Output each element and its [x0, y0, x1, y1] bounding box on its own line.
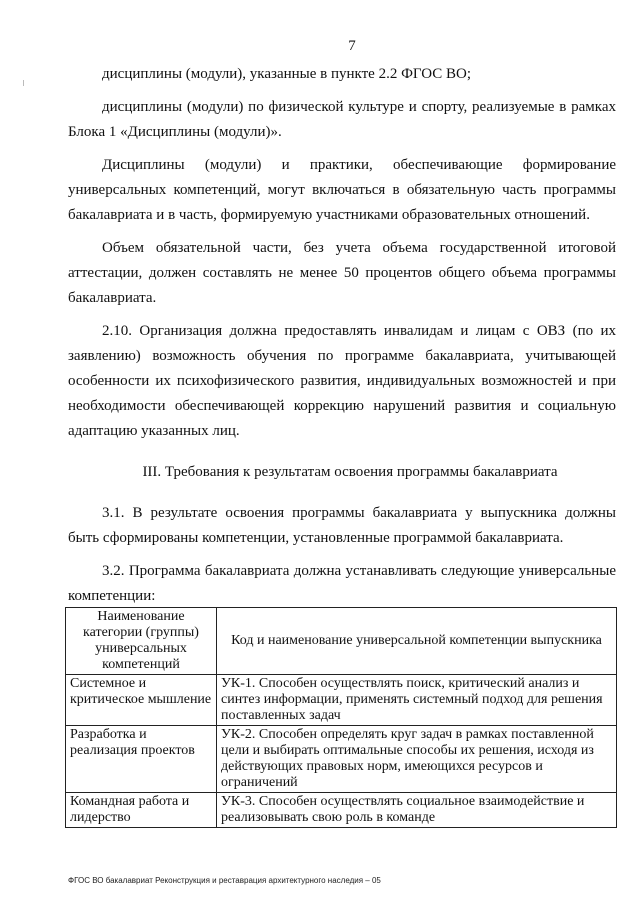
paragraph: 3.2. Программа бакалавриата должна устанавливать следующие универсальные компетенции: — [68, 563, 616, 604]
paragraph: 2.10. Организация должна предоставлять инвалидам и лицам с ОВЗ (по их заявлению) возможность обучения по программе бакалавриата, учитывающей особенности их психофизического развития, индивидуальных возможностей и при необходимости обеспечивающей коррекцию нарушений развития и социальную адаптацию указанных лиц. — [68, 323, 616, 439]
competencies-table — [65, 607, 617, 828]
paragraph: Объем обязательной части, без учета объема государственной итоговой аттестации, должен составлять не менее 50 процентов общего объема программы бакалавриата. — [68, 240, 616, 306]
paragraph: дисциплины (модули) по физической культуре и спорту, реализуемые в рамках Блока 1 «Дисциплины (модули)». — [68, 99, 616, 140]
table-row — [66, 726, 617, 793]
paragraph: Дисциплины (модули) и практики, обеспечивающие формирование универсальных компетенций, могут включаться в обязательную часть программы бакалавриата и в часть, формируемую участниками образовательных отношений. — [68, 157, 616, 223]
page-number: 7 — [348, 38, 356, 54]
paragraph: 3.1. В результате освоения программы бакалавриата у выпускника должны быть сформированы компетенции, установленные программой бакалавриата. — [68, 505, 616, 546]
table-cell-competence: УК-1. Способен осуществлять поиск, критический анализ и синтез информации, применять системный подход для решения поставленных задач — [217, 675, 617, 726]
table-header-competence: Код и наименование универсальной компетенции выпускника — [217, 608, 617, 675]
table-cell-category: Системное и критическое мышление — [66, 675, 217, 726]
page-footer: ФГОС ВО бакалавриат Реконструкция и реставрация архитектурного наследия – 05 — [68, 876, 381, 885]
table-cell-category: Разработка и реализация проектов — [66, 726, 217, 793]
table-header-row — [66, 608, 617, 675]
table-row — [66, 675, 617, 726]
table-cell-competence: УК-3. Способен осуществлять социальное взаимодействие и реализовывать свою роль в команде — [217, 793, 617, 828]
table-row — [66, 793, 617, 828]
paragraph: дисциплины (модули), указанные в пункте 2.2 ФГОС ВО; — [102, 66, 472, 82]
scan-margin-mark — [23, 80, 24, 86]
table-header-category: Наименование категории (группы) универсальных компетенций — [66, 608, 217, 675]
section-heading: III. Требования к результатам освоения программы бакалавриата — [142, 464, 558, 480]
table-cell-competence: УК-2. Способен определять круг задач в рамках поставленной цели и выбирать оптимальные способы их решения, исходя из действующих правовых норм, имеющихся ресурсов и ограничений — [217, 726, 617, 793]
body-text — [68, 62, 616, 614]
table-cell-category: Командная работа и лидерство — [66, 793, 217, 828]
